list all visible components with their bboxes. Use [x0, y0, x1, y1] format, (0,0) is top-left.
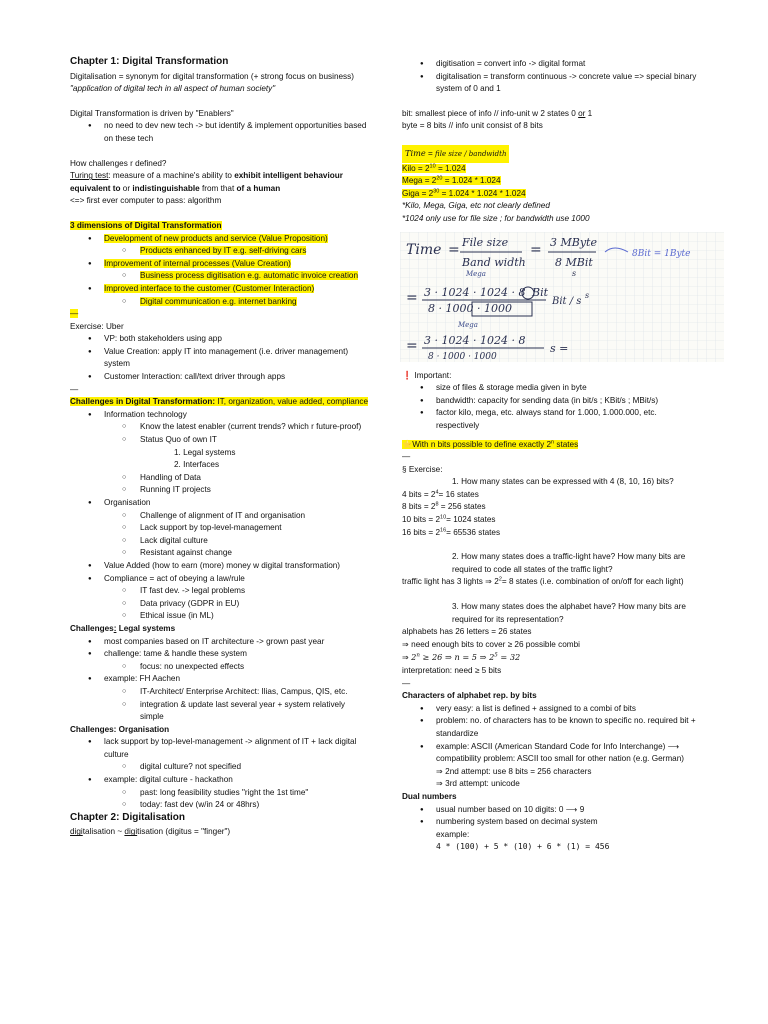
exercise-question: 1. How many states can be expressed with 4 (8, 10, 16) bits?	[452, 477, 674, 487]
hw-row3-den: 8 · 1000 · 1000	[428, 351, 497, 362]
text-line: How challenges r defined?	[70, 158, 167, 168]
hw-row2-s: s	[585, 290, 590, 300]
bullet-item: ● Organisation	[70, 497, 370, 510]
hw-mega1: Mega	[466, 269, 486, 278]
numbered-sub-item: 1. Legal systems	[174, 447, 236, 457]
text-line: 16 bits = $2^{16}= 65536$ states	[402, 526, 501, 537]
sub-bullet-item	[70, 270, 370, 283]
text-line: Kilo = $2^{10} = 1.024$	[402, 162, 466, 173]
text-line: *1024 only use for file size ; for bandwidth use 1000	[402, 213, 590, 223]
text-line: 3 dimensions of Digital Transformation	[70, 220, 222, 230]
sub-bullet-item: ○ integration & update last several year + system relatively simple	[70, 699, 370, 724]
hw-byte-note: 8Bit = 1Byte	[632, 248, 691, 259]
grid-paper-drawing	[400, 232, 724, 362]
hw-row3-num: 3 · 1024 · 1024 · 8	[424, 333, 526, 347]
numbered-sub-item: 2. Interfaces	[174, 460, 220, 470]
spacer	[402, 589, 702, 601]
bullet-item: ● no need to dev new tech -> but identify & implement opportunities based on these tech	[70, 120, 370, 145]
sub-bullet-item: ○ focus: no unexpected effects	[70, 661, 370, 674]
sub-bullet-item	[70, 245, 370, 258]
exercise-question: 3. How many states does the alphabet have? How many bits are required for its representation?	[452, 602, 686, 624]
bullet-item	[70, 233, 370, 246]
text-line: Time = file size / bandwidth	[402, 145, 702, 163]
text-line: —	[402, 678, 411, 688]
sub-bullet-item: ○ IT-Architect/ Enterprise Architect: Ilias, Campus, QIS, etc.	[70, 686, 370, 699]
bullet-item: ● usual number based on 10 digits: 0 ⟶ 9	[402, 804, 702, 817]
handwritten-calculation-image	[400, 232, 724, 362]
text-line: example:	[436, 829, 470, 839]
chapter-heading: Chapter 2: Digitalisation	[70, 811, 186, 823]
text-line: "application of digital tech in all aspect of human society"	[70, 84, 276, 94]
sub-bullet-item: ○ IT fast dev. -> legal problems	[70, 585, 370, 598]
bullet-item: ● challenge: tame & handle these system	[70, 648, 370, 661]
hw-3mbyte: 3 MByte	[550, 235, 597, 249]
hw-file-size: File size	[462, 235, 509, 249]
left-column	[70, 56, 370, 839]
highlighted-text: Products enhanced by IT e.g. self-driving cars	[140, 246, 307, 256]
text-line: digitalisation ~ digitisation (digitus = "finger")	[70, 827, 231, 837]
spacer	[402, 133, 702, 145]
right-column	[402, 58, 702, 854]
text-line: 10 bits = $2^{10}= 1024$ states	[402, 514, 496, 525]
spacer	[402, 96, 702, 108]
text-line: <=> first ever computer to pass: algorithm	[70, 196, 222, 206]
spacer	[402, 539, 702, 551]
sub-bullet-item: ○ today: fast dev (w/in 24 or 48hrs)	[70, 799, 370, 812]
bullet-item	[70, 283, 370, 296]
text-line: Characters of alphabet rep. by bits	[402, 691, 537, 701]
hw-row2-bit: Bit	[532, 285, 549, 299]
bullet-item: ● example: ASCII (American Standard Code for Info Interchange) ⟶ compatibility problem: ASCII too small for other nation (e.g. German)	[402, 741, 702, 766]
text-line: *Kilo, Mega, Giga, etc not clearly defined	[402, 201, 550, 211]
sub-bullet-item: ○ Lack support by top-level-management	[70, 522, 370, 535]
text-line: ⭐With n bits possible to define exactly 2$^n$ states	[402, 438, 579, 449]
hw-bandwidth: Band width	[462, 255, 526, 269]
hw-eq3: =	[406, 289, 418, 306]
spacer	[70, 208, 370, 220]
hw-row2-num: 3 · 1024 · 1024 · 8	[424, 285, 526, 299]
text-line: 8 bits = $2^8 = 256$ states	[402, 501, 486, 512]
text-line: 4 bits = $2^4= 16$ states	[402, 489, 479, 499]
bullet-item: ● digitisation = convert info -> digital format	[402, 58, 702, 71]
hw-eq: =	[448, 241, 460, 258]
highlighted-text: Business process digitisation e.g. automatic invoice creation	[140, 271, 358, 281]
text-line: traffic light has 3 lights ⇒ $2^2= 8$ states (i.e. combination of on/off for each light)	[402, 576, 684, 587]
chapter-heading: Chapter 1: Digital Transformation	[70, 56, 229, 67]
bullet-item: ● very easy: a list is defined + assigned to a combi of bits	[402, 703, 702, 716]
bullet-item: ● Value Creation: apply IT into management (i.e. driver management) system	[70, 346, 370, 371]
hw-eq2: =	[530, 241, 542, 258]
bullet-item: ● most companies based on IT architecture -> grown past year	[70, 636, 370, 649]
text-line: alphabets has 26 letters = 26 states	[402, 627, 532, 637]
text-line: ⇒ 2nd attempt: use 8 bits = 256 characters	[436, 766, 592, 776]
bullet-item: ● VP: both stakeholders using app	[70, 333, 370, 346]
text-line: Challenges in Digital Transformation: IT, organization, value added, compliance	[70, 397, 369, 407]
hw-s1: s	[572, 268, 577, 278]
text-line: —	[70, 309, 79, 319]
text-line: Challenges: Legal systems	[70, 623, 176, 633]
hw-time: Time	[406, 241, 442, 258]
text-line: Digitalisation = synonym for digital transformation (+ strong focus on business)	[70, 71, 354, 81]
bullet-item: ● Value Added (how to earn (more) money w digital transformation)	[70, 560, 370, 573]
hw-row2-frac: Bit / s	[552, 295, 582, 307]
text-line: Challenges: Organisation	[70, 724, 170, 734]
sub-bullet-item: ○ Running IT projects	[70, 484, 370, 497]
sub-bullet-item: ○ Ethical issue (in ML)	[70, 610, 370, 623]
text-line: Giga = $2^{30} = 1.024 * 1.024 * 1.024$	[402, 188, 526, 198]
highlighted-text: Improved interface to the customer (Customer Interaction)	[104, 283, 315, 293]
sub-bullet-item: ○ Status Quo of own IT	[70, 434, 370, 447]
text-line: Digital Transformation is driven by "Enablers"	[70, 108, 234, 118]
hw-eq4: =	[406, 337, 418, 354]
sub-bullet-item: ○ Know the latest enabler (current trends? which r future-proof)	[70, 421, 370, 434]
bullet-item: ● Compliance = act of obeying a law/rule	[70, 573, 370, 586]
sub-bullet-item: ○ Challenge of alignment of IT and organisation	[70, 510, 370, 523]
bullet-item: ● Customer Interaction: call/text driver through apps	[70, 371, 370, 384]
exercise-question: 2. How many states does a traffic-light have? How many bits are required to code all states of the traffic light?	[452, 552, 686, 574]
bullet-item: ● example: digital culture - hackathon	[70, 774, 370, 787]
text-line: interpretation: need ≥ 5 bits	[402, 666, 502, 675]
bullet-item: ● lack support by top-level-management -> alignment of IT + lack digital culture	[70, 736, 370, 761]
bullet-item: ● factor kilo, mega, etc. always stand for 1.000, 1.000.000, etc. respectively	[402, 407, 702, 432]
text-line: Mega = $2^{20} = 1.024 * 1.024$	[402, 175, 501, 186]
hw-row2-den: 8 · 1000 · 1000	[428, 301, 512, 315]
bullet-item	[70, 258, 370, 271]
sub-bullet-item: ○ past: long feasibility studies "right the 1st time"	[70, 787, 370, 800]
text-line: —	[402, 452, 411, 462]
text-line: ⇒ 3rd attempt: unicode	[436, 779, 520, 789]
text-line: Dual numbers	[402, 791, 457, 801]
bullet-item: ● problem: no. of characters has to be known to specific no. required bit + standardize	[402, 715, 702, 740]
text-line: § Exercise:	[402, 464, 443, 474]
sub-bullet-item: ○ Lack digital culture	[70, 535, 370, 548]
sub-bullet-item: ○ Data privacy (GDPR in EU)	[70, 598, 370, 611]
highlighted-text: Development of new products and service (Value Proposition)	[104, 233, 328, 243]
highlighted-text: Digital communication e.g. internet banking	[140, 296, 297, 306]
text-line: Turing test: measure of a machine's ability to exhibit intelligent behaviour equivalent to or indistinguishable from that of a human	[70, 171, 343, 193]
hw-mega2: Mega	[458, 320, 478, 329]
sub-bullet-item: ○ Resistant against change	[70, 547, 370, 560]
highlighted-text: Improvement of internal processes (Value Creation)	[104, 258, 291, 268]
bullet-item: ● bandwidth: capacity for sending data (in bit/s ; KBit/s ; MBit/s)	[402, 395, 702, 408]
spacer	[70, 96, 370, 108]
text-line: bit: smallest piece of info // info-unit w 2 states 0 or 1	[402, 108, 593, 118]
bullet-item: ● digitalisation = transform continuous -> concrete value => special binary system of 0 and 1	[402, 71, 702, 96]
spacer	[70, 146, 370, 158]
sub-bullet-item: ○ digital culture? not specified	[70, 761, 370, 774]
text-line: ⇒ need enough bits to cover ≥ 26 possible combi	[402, 639, 580, 649]
hw-row3-tail: s =	[550, 341, 569, 355]
bullet-item: ● size of files & storage media given in byte	[402, 382, 702, 395]
bullet-item: ● Information technology	[70, 409, 370, 422]
sub-bullet-item	[70, 296, 370, 309]
bullet-item: ● numbering system based on decimal system	[402, 816, 702, 829]
hw-8mbit: 8 MBit	[555, 255, 593, 269]
text-line: ❗ Important:	[402, 370, 452, 380]
sub-bullet-item: ○ Handling of Data	[70, 472, 370, 485]
text-line: 4 * (100) + 5 * (10) + 6 * (1) = 456	[436, 842, 610, 852]
bullet-item: ● example: FH Aachen	[70, 673, 370, 686]
text-line: byte = 8 bits // info unit consist of 8 bits	[402, 121, 543, 131]
text-line: Exercise: Uber	[70, 321, 124, 331]
text-line: ⇒ $2^n \ge 26$ ⇒ n = 5 ⇒ $2^5 = 32$	[402, 652, 521, 663]
text-line: —	[70, 384, 79, 394]
